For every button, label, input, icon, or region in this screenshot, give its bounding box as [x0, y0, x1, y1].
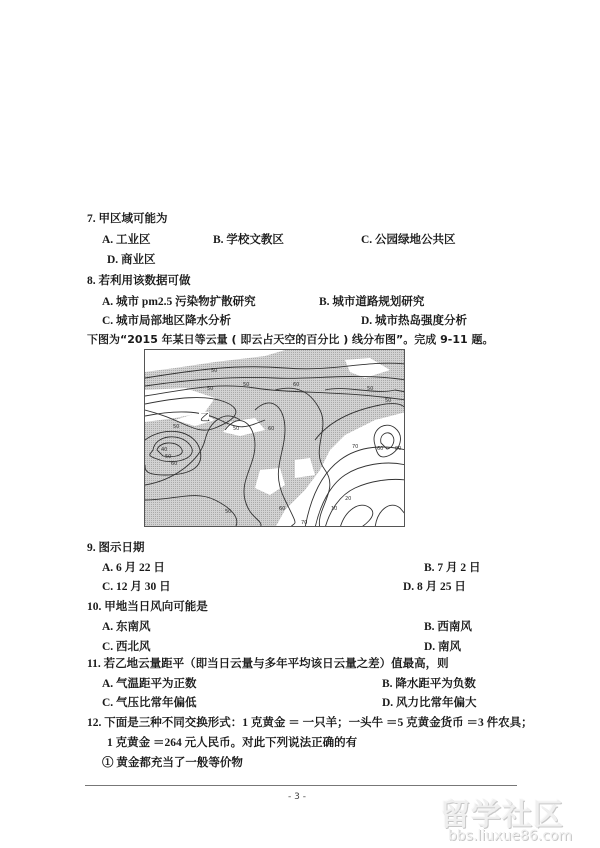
q10-option-c: C. 西北风: [102, 641, 151, 653]
q10-option-a: A. 东南风: [102, 621, 151, 633]
q9-option-c: C. 12 月 30 日: [102, 581, 171, 593]
q7-option-d: D. 商业区: [107, 254, 156, 266]
svg-text:70: 70: [352, 444, 359, 450]
q11-option-a: A. 气温距平为正数: [102, 678, 197, 690]
svg-text:50: 50: [367, 386, 374, 392]
svg-text:40: 40: [161, 447, 168, 453]
page-number: - 3 -: [288, 792, 306, 802]
svg-text:70: 70: [301, 520, 308, 526]
q12-stem-line2: 1 克黄金 ＝264 元人民币。对此下列说法正确的有: [107, 737, 358, 749]
q8-option-a: A. 城市 pm2.5 污染物扩散研究: [102, 296, 256, 308]
svg-text:10: 10: [331, 506, 338, 512]
contour-map-graphic: [145, 350, 405, 527]
q8-stem: 8. 若利用该数据可做: [87, 275, 191, 287]
q9-option-d: D. 8 月 25 日: [403, 581, 466, 593]
q8-option-d: D. 城市热岛强度分析: [361, 315, 468, 327]
svg-text:60: 60: [293, 382, 300, 388]
svg-text:80: 80: [395, 446, 402, 452]
q11-option-b: B. 降水距平为负数: [382, 678, 476, 690]
q11-option-c: C. 气压比常年偏低: [102, 697, 197, 709]
svg-text:50: 50: [211, 368, 218, 374]
q7-stem: 7. 甲区域可能为: [87, 213, 168, 225]
svg-text:50: 50: [385, 398, 392, 404]
q7-option-c: C. 公园绿地公共区: [361, 234, 456, 246]
svg-text:50: 50: [243, 382, 250, 388]
q9-option-b: B. 7 月 2 日: [424, 562, 481, 574]
q8-option-b: B. 城市道路规划研究: [319, 296, 425, 308]
cloud-cover-contour-map: [144, 349, 405, 527]
q8-option-c: C. 城市局部地区降水分析: [102, 315, 232, 327]
svg-text:50: 50: [233, 426, 240, 432]
svg-text:60: 60: [171, 461, 178, 467]
svg-text:20: 20: [345, 496, 352, 502]
q11-option-d: D. 风力比常年偏大: [382, 697, 477, 709]
footer-divider: [85, 785, 517, 786]
q12-stem-line1: 12. 下面是三种不同交换形式：1 克黄金 ＝ 一只羊；一头牛 ＝5 克黄金货币 ＝3 件农具；: [87, 717, 533, 729]
svg-text:60: 60: [268, 426, 275, 432]
q11-stem: 11. 若乙地云量距平（即当日云量与多年平均该日云量之差）值最高，则: [87, 658, 449, 670]
q9-option-a: A. 6 月 22 日: [102, 562, 165, 574]
q10-option-d: D. 南风: [424, 641, 462, 653]
svg-text:50: 50: [207, 386, 214, 392]
svg-text:50: 50: [173, 424, 180, 430]
svg-text:50: 50: [225, 509, 232, 515]
svg-text:50: 50: [165, 454, 172, 460]
watermark-logo-text: 留学社区: [440, 798, 564, 833]
svg-text:60: 60: [279, 506, 286, 512]
watermark: [440, 790, 600, 848]
svg-text:60: 60: [377, 446, 384, 452]
map-label-yi: 乙: [200, 413, 210, 424]
q10-stem: 10. 甲地当日风向可能是: [87, 601, 208, 613]
q7-option-a: A. 工业区: [102, 234, 151, 246]
q12-item-1: ① 黄金都充当了一般等价物: [102, 757, 243, 769]
q10-option-b: B. 西南风: [424, 621, 472, 633]
figure-intro: 下图为“2015 年某日等云量 ( 即云占天空的百分比 ) 线分布图”。完成 9-11 题。: [87, 333, 494, 346]
q7-option-b: B. 学校文教区: [213, 234, 284, 246]
watermark-url: bbs.liuxue86.com: [448, 828, 573, 844]
q9-stem: 9. 图示日期: [87, 542, 145, 554]
